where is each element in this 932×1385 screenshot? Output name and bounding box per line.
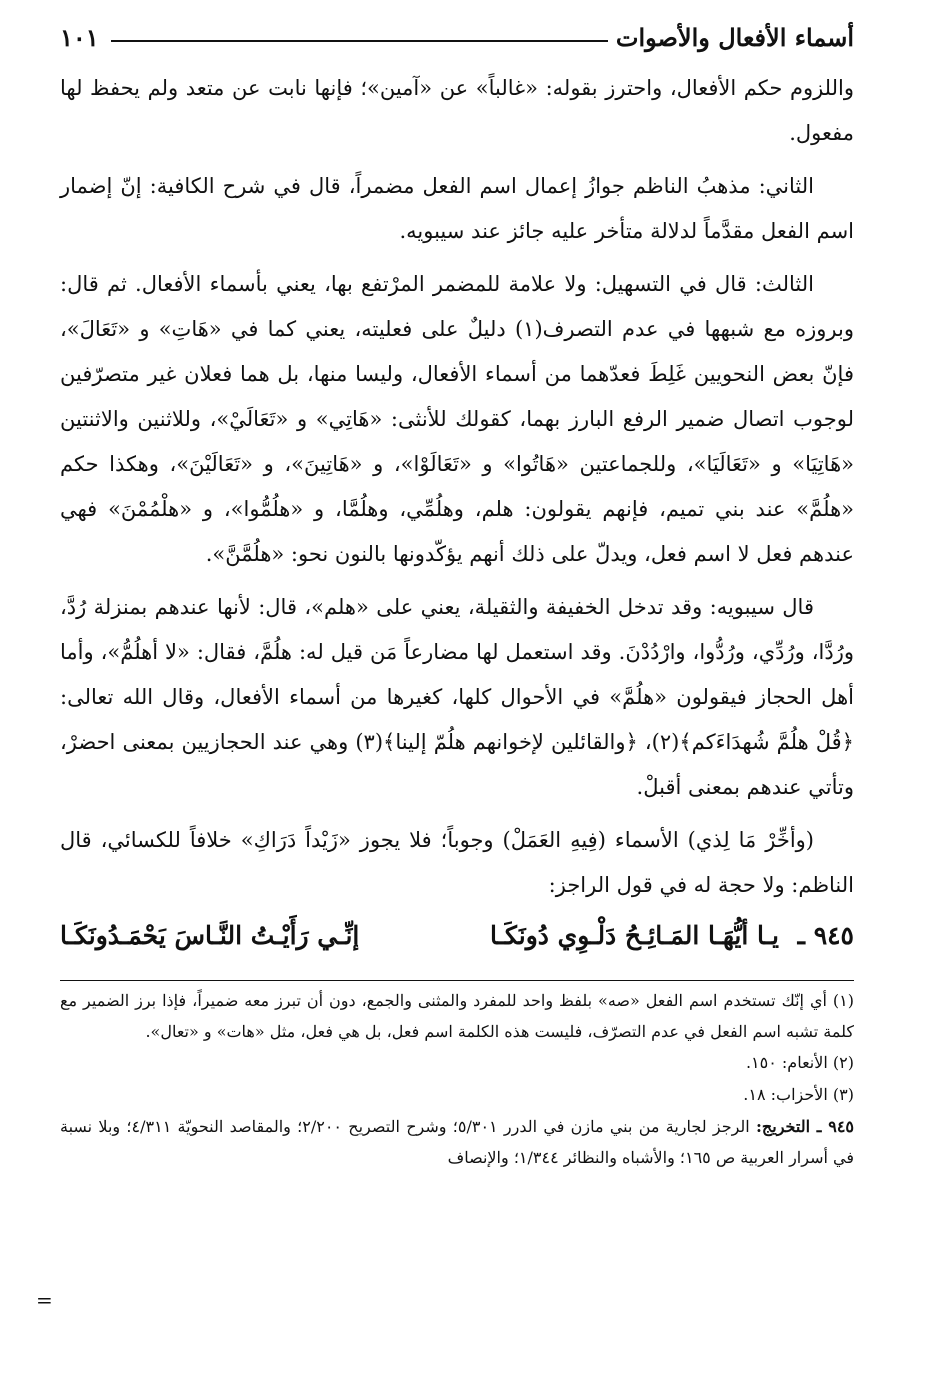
footnote: [60, 1047, 854, 1079]
footnote-label: ٩٤٥ ـ التخريج:: [756, 1117, 855, 1136]
verse-left-hemistich: إنِّـي رَأَيْـتُ النَّـاسَ يَحْمَـدُونَكَـا: [60, 921, 360, 950]
header-rule: [111, 40, 608, 42]
page: [60, 18, 854, 1173]
verse-first-half: [490, 914, 854, 958]
footnote-label: (٢): [832, 1053, 854, 1072]
footnote-text: الرجز لجارية من بني مازن في الدرر ٥/٣٠١؛ وشرح التصريح ٢/٢٠٠؛ والمقاصد النحويّة ٤/٣١١؛ وبلا نسبة في أسرار العربية ص ١٦٥؛ والأشباه والنظائر ١/٣٤٤؛ والإنصاف: [60, 1117, 854, 1167]
body-text: [60, 66, 854, 908]
footnote-text: أي إنّك تستخدم اسم الفعل «صه» بلفظ واحد للمفرد والمثنى والجمع، دون أن تبرز معه ضميراً، فإذا برز الضمير مع كلمة تشبه اسم الفعل في عدم التصرّف، فليست هذه الكلمة اسم فعل، بل هي فعل، مثل «هات» و «تعال».: [60, 991, 854, 1041]
continuation-mark: =: [36, 1288, 53, 1312]
verse-number: ٩٤٥ ـ: [797, 921, 854, 950]
paragraph: واللزوم حكم الأفعال، واحترز بقوله: «غالباً» عن «آمين»؛ فإنها نابت عن متعد ولم يحفظ لها مفعول.: [60, 76, 854, 145]
running-header: [60, 18, 854, 56]
footnote: [60, 985, 854, 1047]
header-title: أسماء الأفعال والأصوات: [615, 22, 854, 52]
footnote-label: (٣): [832, 1085, 854, 1104]
paragraph: الثالث: قال في التسهيل: ولا علامة للمضمر المرْتفع بها، يعني بأسماء الأفعال. ثم قال: وبروزه مع شبهها في عدم التصرف(١) دليلٌ على فعليته، يعني كما في «هَاتِ» و «تَعَالَ»، فإنّ بعض النحويين غَلِطَ فعدّهما من أسماء الأفعال، وليسا منها، بل هما فعلان غير متصرّفين لوجوب اتصال ضمير الرفع البارز بهما، كقولك للأنثى: «هَاتِي» و «تَعَالَيْ»، وللاثنين والاثنتين «هَاتِيَا» و «تَعَالَيَا»، وللجماعتين «هَاتُوا» و «تَعَالَوْا»، و «هَاتِينَ»، و «تَعَالَيْنَ»، وهكذا حكم «هلُمَّ» عند بني تميم، فإنهم يقولون: هلم، وهلُمِّي، وهلُمَّا، و «هلُمُّوا»، و «هلْمُمْنَ» فهي عندهم فعل لا اسم فعل، ويدلّ على ذلك أنهم يؤكّدونها بالنون نحو: «هلُمَّنَّ».: [60, 272, 854, 566]
footnotes: [60, 985, 854, 1173]
footnote: [60, 1111, 854, 1173]
footnote: [60, 1079, 854, 1111]
paragraph: قال سيبويه: وقد تدخل الخفيفة والثقيلة، يعني على «هلم»، قال: لأنها عندهم بمنزلة رُدَّ، ورُدَّا، ورُدِّي، ورُدُّوا، وارْدُدْنَ. وقد استعمل لها مضارعاً مَن قيل له: هلُمَّ، فقال: «لا أهلُمُّ»، وأما أهل الحجاز فيقولون «هلُمَّ» في الأحوال كلها، كغيرها من أسماء الأفعال، وقال الله تعالى: ﴿قُلْ هلُمَّ شُهدَاءَكم﴾(٢)، ﴿والقائلين لإخوانهم هلُمّ إلينا﴾(٣) وهي عند الحجازيين بمعنى احضرْ، وتأتي عندهم بمعنى أقبلْ.: [60, 595, 854, 799]
verse-right-hemistich: يـا أيُّهَـا المَـائِـحُ دَلْـوِي دُونَكَـا: [490, 921, 779, 950]
footnote-text: الأنعام: ١٥٠.: [745, 1053, 828, 1072]
paragraph: الثاني: مذهبُ الناظم جوازُ إعمال اسم الفعل مضمراً، قال في شرح الكافية: إنّ إضمار اسم الفعل مقدَّماً لدلالة متأخر عليه جائز عند سيبويه.: [60, 174, 854, 243]
footnote-divider: [60, 980, 854, 981]
page-number: ١٠١: [60, 22, 99, 52]
footnote-text: الأحزاب: ١٨.: [743, 1085, 828, 1104]
footnote-label: (١): [832, 991, 855, 1010]
paragraph: (وأخِّرْ مَا لِذي) الأسماء (فِيهِ العَمَلْ) وجوباً؛ فلا يجوز «زَيْداً دَرَاكِ» خلافاً للكسائي، قال الناظم: ولا حجة له في قول الراجز:: [60, 828, 854, 897]
poetry-verse: [60, 914, 854, 958]
